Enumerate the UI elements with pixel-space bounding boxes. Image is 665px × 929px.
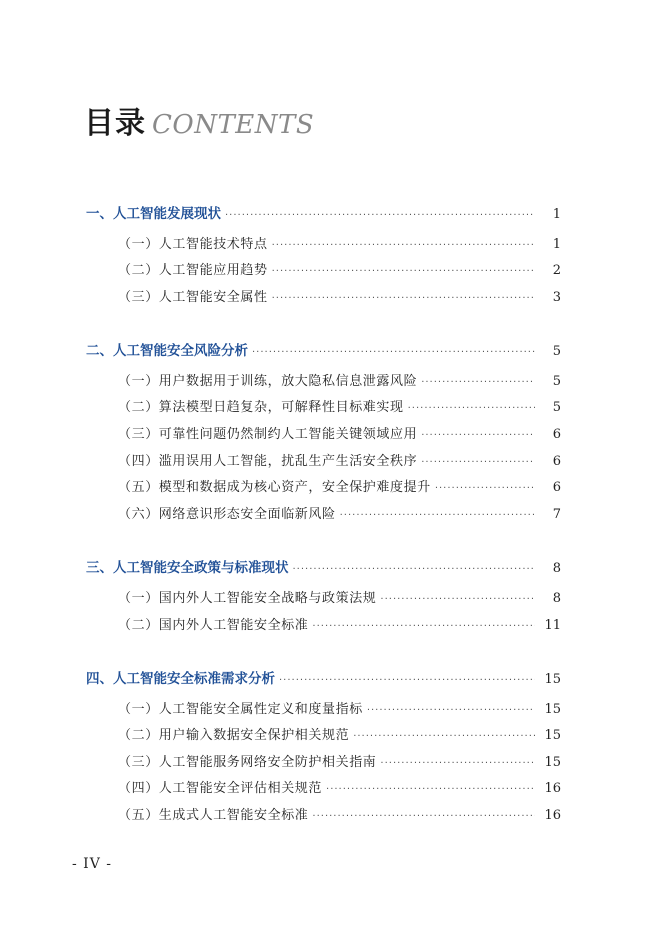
- toc-item-label: （三）可靠性问题仍然制约人工智能关键领域应用: [118, 427, 418, 442]
- toc-page-number: 5: [552, 400, 561, 415]
- dot-leader: [326, 779, 535, 801]
- toc-page-number: 8: [552, 561, 561, 576]
- toc-item-4-5[interactable]: [118, 805, 561, 827]
- toc-item-label: （三）人工智能安全属性: [118, 290, 268, 305]
- toc-page-number: 16: [544, 808, 561, 823]
- toc-page-number: 6: [552, 427, 561, 442]
- dot-leader: [435, 478, 535, 500]
- toc-page-number: 1: [552, 207, 561, 222]
- toc-page-number: 5: [552, 374, 561, 389]
- toc-section-label: 二、人工智能安全风险分析: [86, 343, 248, 359]
- toc-page-number: 1: [552, 237, 561, 252]
- toc-title: [84, 98, 314, 142]
- toc-item-2-1[interactable]: [118, 371, 561, 393]
- dot-leader: [252, 342, 535, 364]
- toc-item-label: （二）算法模型日趋复杂，可解释性目标难实现: [118, 400, 404, 415]
- toc-item-4-1[interactable]: [118, 699, 561, 721]
- toc-section-1[interactable]: [86, 203, 561, 225]
- dot-leader: [272, 261, 535, 283]
- toc-item-1-1[interactable]: [118, 234, 561, 256]
- toc-page-number: 15: [544, 755, 561, 770]
- toc-item-4-4[interactable]: [118, 778, 561, 800]
- toc-item-4-2[interactable]: [118, 725, 561, 747]
- dot-leader: [421, 452, 535, 474]
- toc-section-4[interactable]: [86, 668, 561, 690]
- toc-page-number: 15: [544, 728, 561, 743]
- toc-title-chinese: 目录: [84, 106, 146, 141]
- toc-section-3[interactable]: [86, 557, 561, 579]
- dot-leader: [312, 616, 535, 638]
- toc-item-2-3[interactable]: [118, 424, 561, 446]
- toc-item-4-3[interactable]: [118, 752, 561, 774]
- toc-section-label: 四、人工智能安全标准需求分析: [86, 671, 275, 687]
- toc-item-label: （三）人工智能服务网络安全防护相关指南: [118, 755, 377, 770]
- toc-item-2-6[interactable]: [118, 504, 561, 526]
- dot-leader: [272, 235, 535, 257]
- dot-leader: [421, 372, 535, 394]
- toc-item-2-5[interactable]: [118, 477, 561, 499]
- dot-leader: [367, 700, 535, 722]
- toc-page-number: 8: [552, 591, 561, 606]
- toc-item-3-1[interactable]: [118, 588, 561, 610]
- dot-leader: [340, 505, 535, 527]
- toc-page-number: 15: [544, 672, 561, 687]
- toc-page-number: 11: [544, 618, 561, 633]
- toc-item-1-2[interactable]: [118, 260, 561, 282]
- toc-title-english: CONTENTS: [152, 110, 315, 140]
- toc-page-number: 6: [552, 454, 561, 469]
- dot-leader: [353, 726, 535, 748]
- toc-page-number: 5: [552, 344, 561, 359]
- toc-page-number: 3: [552, 290, 561, 305]
- toc-item-2-2[interactable]: [118, 397, 561, 419]
- dot-leader: [408, 398, 535, 420]
- toc-item-label: （一）国内外人工智能安全战略与政策法规: [118, 591, 377, 606]
- toc-page-number: 16: [544, 781, 561, 796]
- toc-section-label: 三、人工智能安全政策与标准现状: [86, 560, 289, 576]
- dot-leader: [421, 425, 535, 447]
- toc-item-label: （四）人工智能安全评估相关规范: [118, 781, 323, 796]
- toc-section-label: 一、人工智能发展现状: [86, 206, 221, 222]
- toc-item-label: （二）用户输入数据安全保护相关规范: [118, 728, 350, 743]
- dot-leader: [380, 753, 535, 775]
- toc-page-number: 15: [544, 702, 561, 717]
- toc-item-3-2[interactable]: [118, 615, 561, 637]
- toc-item-label: （二）人工智能应用趋势: [118, 263, 268, 278]
- page-footer-number: - IV -: [72, 856, 113, 872]
- toc-item-label: （五）生成式人工智能安全标准: [118, 808, 309, 823]
- dot-leader: [380, 589, 535, 611]
- toc-item-label: （一）用户数据用于训练，放大隐私信息泄露风险: [118, 374, 418, 389]
- dot-leader: [225, 205, 535, 227]
- toc-item-label: （六）网络意识形态安全面临新风险: [118, 507, 336, 522]
- dot-leader: [279, 670, 535, 692]
- dot-leader: [312, 806, 535, 828]
- toc-item-label: （一）人工智能安全属性定义和度量指标: [118, 702, 363, 717]
- toc-page-number: 2: [552, 263, 561, 278]
- dot-leader: [293, 559, 536, 581]
- toc-item-label: （二）国内外人工智能安全标准: [118, 618, 309, 633]
- toc-page-number: 7: [552, 507, 561, 522]
- toc-item-label: （一）人工智能技术特点: [118, 237, 268, 252]
- toc-item-label: （五）模型和数据成为核心资产，安全保护难度提升: [118, 480, 431, 495]
- toc-item-2-4[interactable]: [118, 451, 561, 473]
- toc-item-label: （四）滥用误用人工智能，扰乱生产生活安全秩序: [118, 454, 418, 469]
- dot-leader: [272, 288, 535, 310]
- toc-section-2[interactable]: [86, 340, 561, 362]
- toc-item-1-3[interactable]: [118, 287, 561, 309]
- toc-page-number: 6: [552, 480, 561, 495]
